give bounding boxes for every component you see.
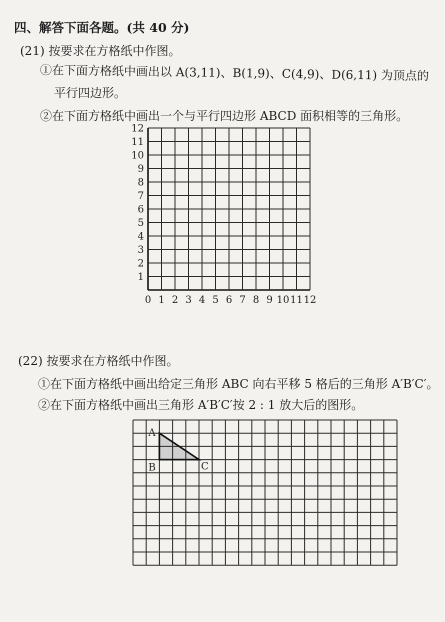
question-21-task-1-continued: 平行四边形。 [54, 86, 127, 100]
vertex-label-c: C [201, 461, 209, 473]
x-tick-label: 8 [252, 295, 260, 306]
x-tick-label: 2 [171, 295, 179, 306]
y-tick-label: 3 [137, 245, 144, 256]
y-tick-label: 7 [137, 191, 144, 202]
question-21-stem: (21) 按要求在方格纸中作图。 [20, 44, 181, 58]
y-tick-label: 10 [131, 150, 144, 162]
y-tick-label: 9 [137, 164, 144, 175]
x-tick-label: 4 [198, 295, 206, 306]
x-tick-label: 7 [239, 295, 246, 306]
y-tick-label: 1 [137, 272, 144, 283]
x-tick-label: 11 [290, 295, 303, 306]
y-tick-label: 5 [137, 218, 144, 229]
x-tick-label: 9 [266, 295, 273, 306]
x-tick-label: 12 [303, 295, 317, 306]
question-22-stem: (22) 按要求在方格纸中作图。 [18, 354, 179, 368]
y-tick-label: 12 [131, 123, 144, 135]
x-tick-label: 10 [276, 295, 290, 306]
vertex-label-b: B [148, 462, 156, 474]
y-tick-label: 8 [137, 177, 144, 189]
x-tick-label: 3 [185, 295, 192, 306]
question-21-task-1: ①在下面方格纸中画出以 A(3,11)、B(1,9)、C(4,9)、D(6,11) 为顶点的 [39, 63, 430, 84]
square-grid-q22 [133, 420, 397, 565]
question-22-task-1: ①在下面方格纸中画出给定三角形 ABC 向右平移 5 格后的三角形 A′B′C′。 [38, 377, 439, 391]
x-tick-label: 6 [225, 295, 233, 306]
x-tick-label: 0 [144, 295, 152, 306]
x-tick-label: 1 [158, 295, 165, 306]
vertex-label-a: A [148, 428, 156, 440]
section-heading: 四、解答下面各题。(共 40 分) [14, 20, 190, 35]
y-tick-label: 11 [131, 137, 144, 148]
coordinate-grid-q21 [131, 124, 316, 307]
y-tick-label: 6 [137, 204, 144, 216]
x-tick-label: 5 [212, 295, 219, 306]
question-22-task-2: ②在下面方格纸中画出三角形 A′B′C′按 2 : 1 放大后的图形。 [38, 398, 364, 412]
y-tick-label: 2 [137, 258, 144, 270]
y-tick-label: 4 [137, 231, 144, 243]
question-21-task-2: ②在下面方格纸中画出一个与平行四边形 ABCD 面积相等的三角形。 [40, 109, 409, 123]
